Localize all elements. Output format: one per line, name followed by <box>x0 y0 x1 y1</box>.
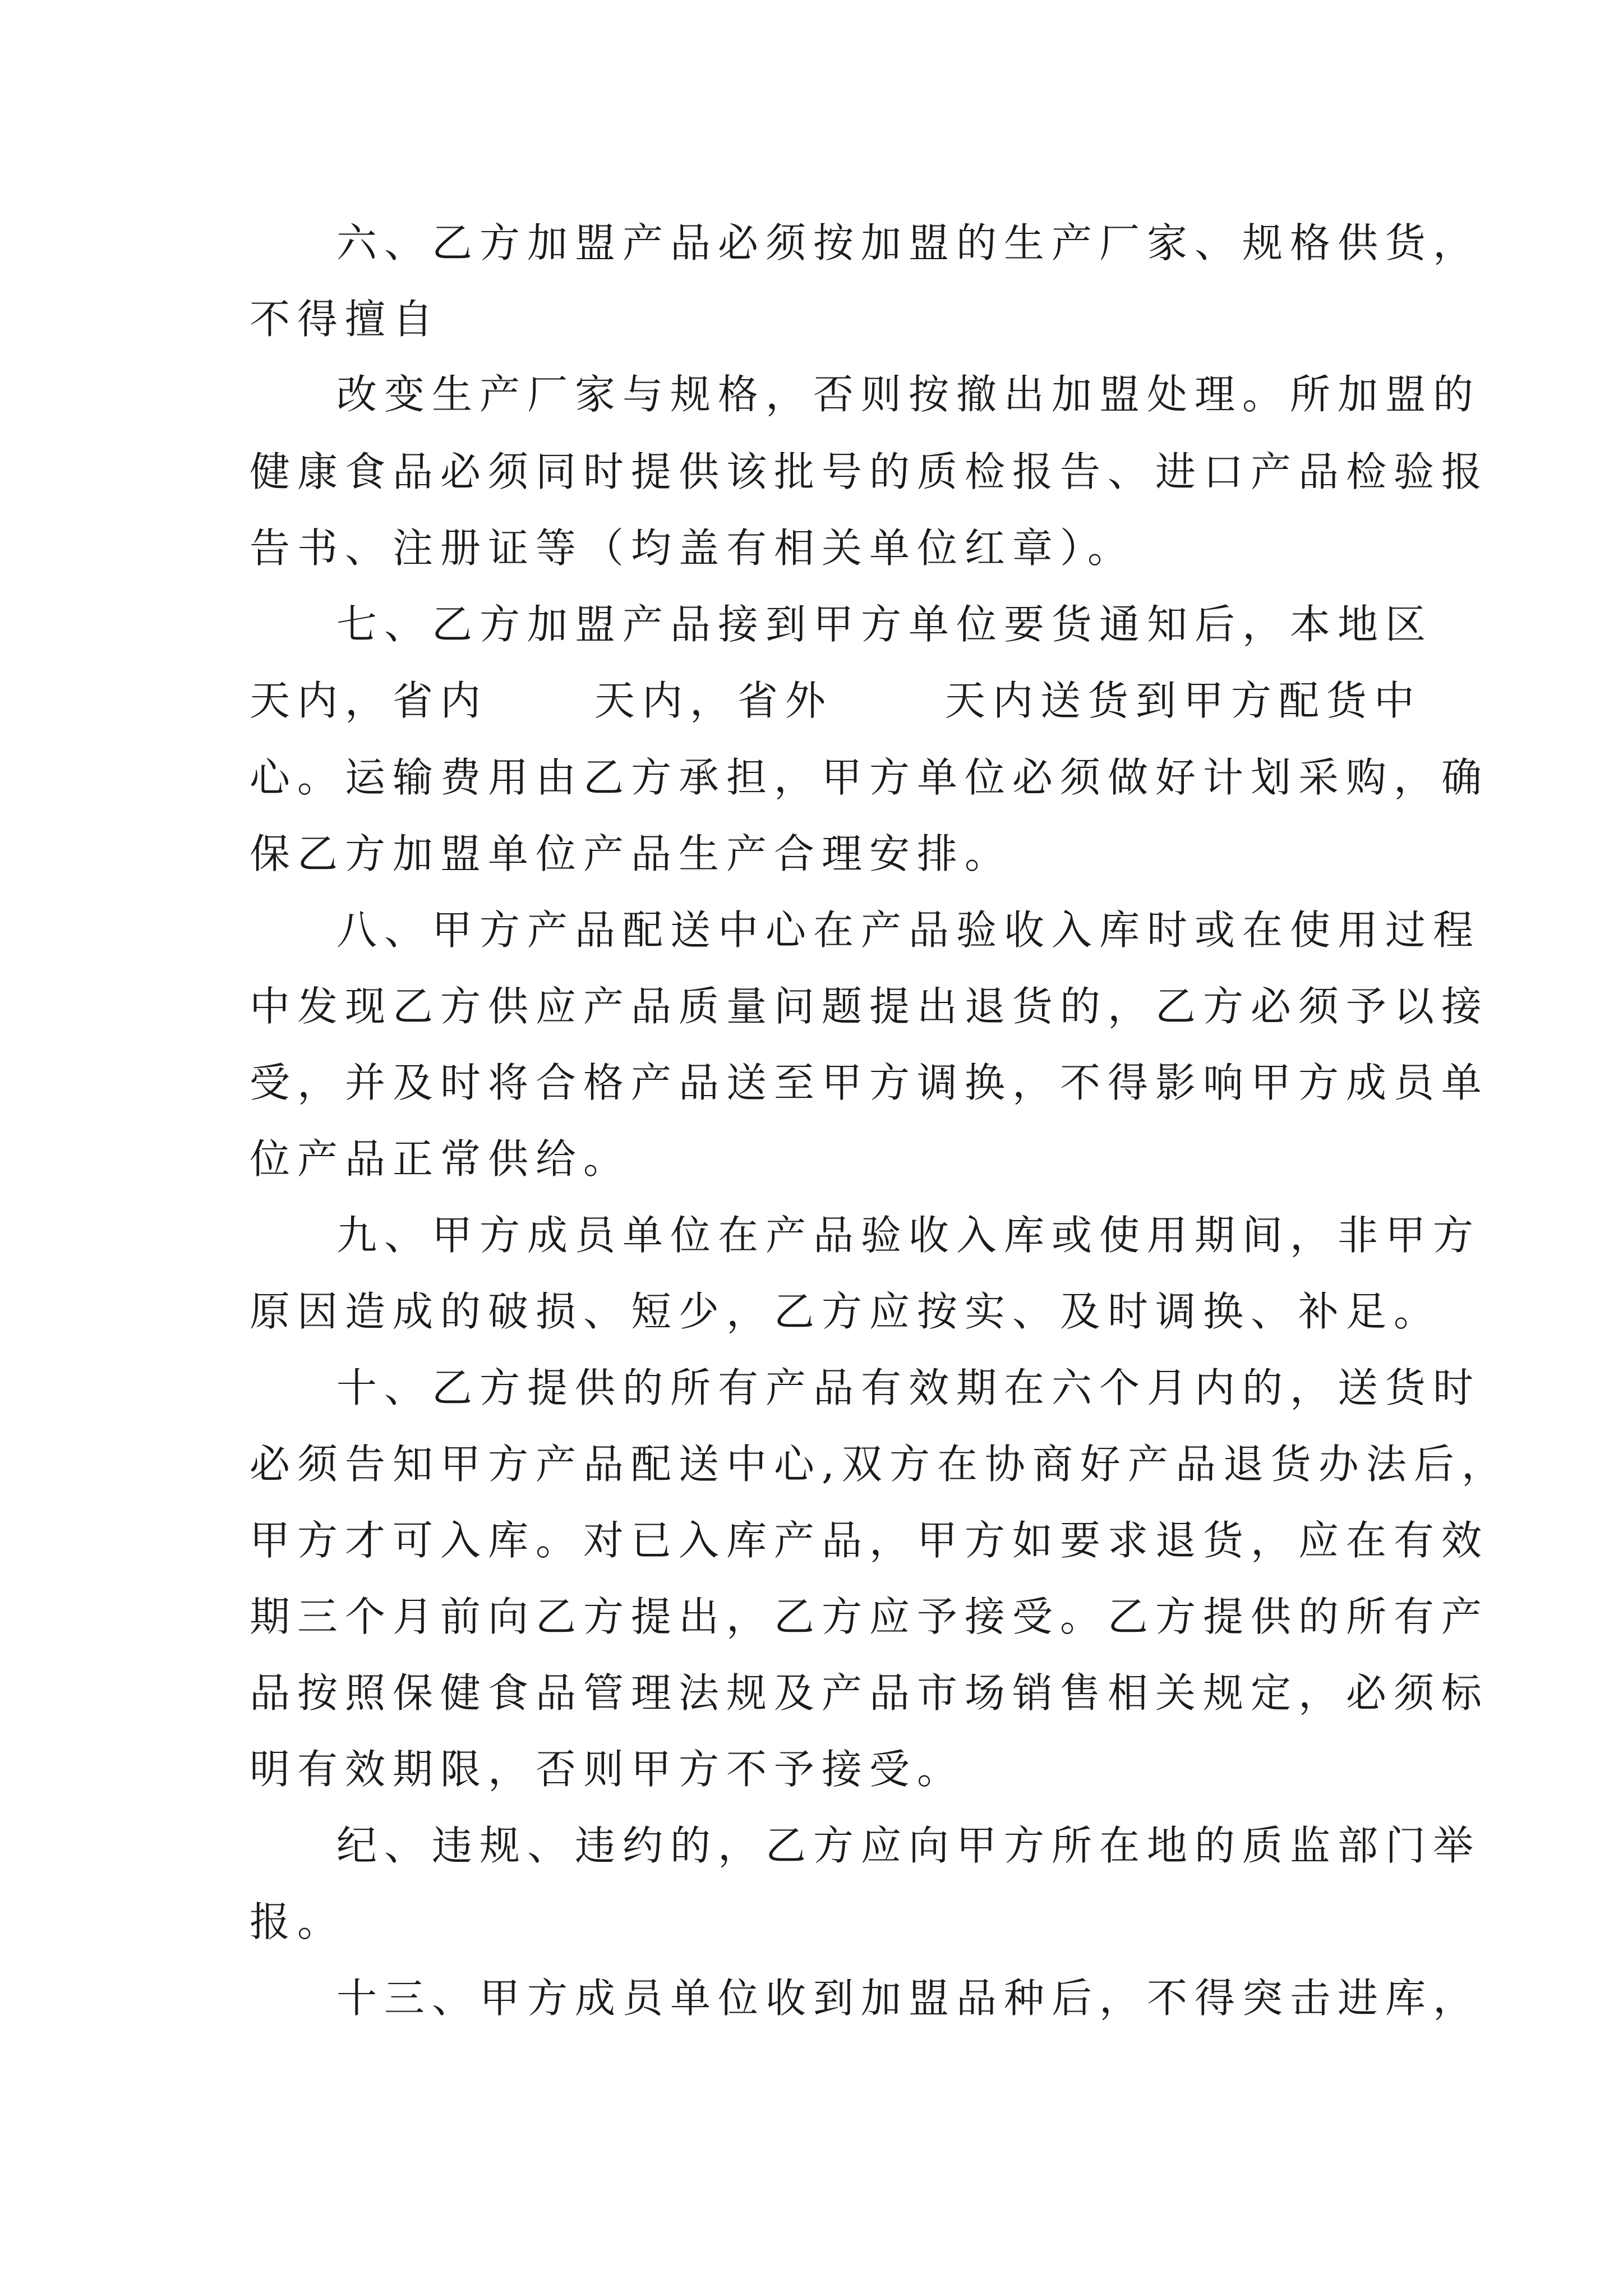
paragraph-6-line-2: 不得擅自 <box>250 296 441 343</box>
paragraph-7-line-4: 保乙方加盟单位产品生产合理安排。 <box>250 830 1013 877</box>
blank-segment-local: 天内，省内 <box>250 677 488 724</box>
paragraph-10-line-5: 品按照保健食品管理法规及产品市场销售相关规定，必须标 <box>250 1669 1490 1717</box>
paragraph-10-line-6: 明有效期限，否则甲方不予接受。 <box>250 1746 965 1793</box>
paragraph-12-line-2: 报。 <box>250 1898 345 1945</box>
paragraph-10-line-2: 必须告知甲方产品配送中心,双方在协商好产品退货办法后， <box>250 1441 1509 1488</box>
paragraph-7-line-3: 心。运输费用由乙方承担，甲方单位必须做好计划采购，确 <box>250 754 1490 801</box>
paragraph-6b-line-3: 告书、注册证等（均盖有相关单位红章）。 <box>250 524 1136 572</box>
paragraph-12-line-1: 纪、违规、违约的，乙方应向甲方所在地的质监部门举 <box>336 1822 1481 1869</box>
paragraph-10-line-4: 期三个月前向乙方提出，乙方应予接受。乙方提供的所有产 <box>250 1593 1490 1640</box>
paragraph-9-line-2: 原因造成的破损、短少，乙方应按实、及时调换、补足。 <box>250 1288 1442 1335</box>
blank-segment-outside: 天内送货到甲方配货中 <box>945 677 1422 724</box>
paragraph-7-line-1: 七、乙方加盟产品接到甲方单位要货通知后，本地区 <box>336 601 1433 648</box>
paragraph-10-line-1: 十、乙方提供的所有产品有效期在六个月内的，送货时 <box>336 1364 1481 1411</box>
paragraph-6b-line-2: 健康食品必须同时提供该批号的质检报告、进口产品检验报 <box>250 448 1490 495</box>
paragraph-8-line-4: 位产品正常供给。 <box>250 1135 631 1182</box>
paragraph-8-line-2: 中发现乙方供应产品质量问题提出退货的，乙方必须予以接 <box>250 983 1490 1030</box>
paragraph-6-line-1: 六、乙方加盟产品必须按加盟的生产厂家、规格供货， <box>336 219 1481 266</box>
paragraph-9-line-1: 九、甲方成员单位在产品验收入库或使用期间，非甲方 <box>336 1212 1481 1259</box>
paragraph-8-line-1: 八、甲方产品配送中心在产品验收入库时或在使用过程 <box>336 907 1481 954</box>
paragraph-6b-line-1: 改变生产厂家与规格，否则按撤出加盟处理。所加盟的 <box>336 371 1481 418</box>
paragraph-13-line-1: 十三、甲方成员单位收到加盟品种后，不得突击进库， <box>336 1975 1481 2022</box>
paragraph-7-line-2 <box>0 677 1623 725</box>
paragraph-10-line-3: 甲方才可入库。对已入库产品，甲方如要求退货，应在有效 <box>250 1517 1490 1564</box>
blank-segment-province: 天内，省外 <box>594 677 833 724</box>
paragraph-8-line-3: 受，并及时将合格产品送至甲方调换，不得影响甲方成员单 <box>250 1059 1490 1106</box>
